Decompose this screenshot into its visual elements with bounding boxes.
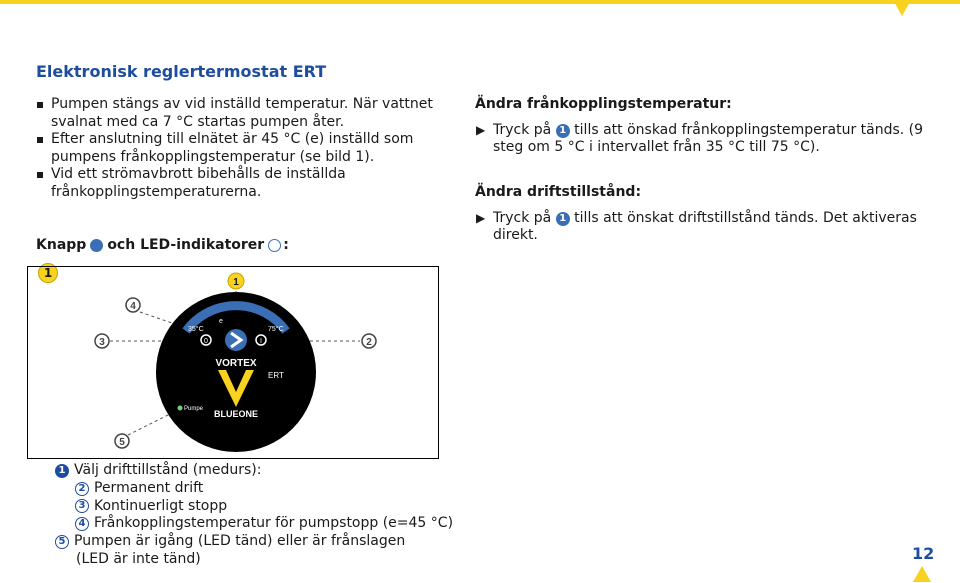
bullet-item: Vid ett strömavbrott bibehålls de inställda frånkopplingstemperaturerna. [36,166,456,201]
image-number-badge: 1 [38,263,58,283]
svg-text:5: 5 [119,437,125,448]
top-triangle-marker [893,0,911,16]
bottom-triangle-marker [913,566,931,582]
label-75: 75°C [268,326,284,333]
play-arrow-icon: ▶ [476,122,486,137]
label-35: 35°C [188,326,204,333]
legend-row: (LED är inte tänd) [76,550,201,567]
top-accent-rule [0,0,960,4]
svg-text:1: 1 [233,277,239,288]
pump-led-icon [178,406,183,411]
knapp-led-caption: Knapp och LED-indikatorer : [36,237,289,253]
svg-text:2: 2 [366,337,372,348]
button-number-icon: 1 [556,212,570,226]
mode-button-icon [225,329,247,351]
change-temperature-step: ▶ Tryck på 1 tills att önskad frånkopplingstemperatur tänds. (9 steg om 5 °C i intervallet från 35 °C till 75 °C). [476,121,924,155]
svg-text:4: 4 [130,301,136,312]
bullet-square-icon [37,172,43,178]
thermostat-diagram [27,266,439,459]
page-heading: Elektronisk reglertermostat ERT [36,62,327,81]
play-arrow-icon: ▶ [476,210,486,225]
bullet-square-icon [37,102,43,108]
change-temperature-heading: Ändra frånkopplingstemperatur: [475,96,732,112]
thermostat-face [156,292,316,452]
blueone-logo: BLUEONE [213,409,259,419]
bullet-list [36,96,456,201]
button-number-icon: 1 [556,124,570,138]
pump-label: Pumpe [184,406,204,412]
legend-number-icon: 4 [75,517,89,531]
model-label: ERT [268,371,284,380]
diagram-legend [55,462,453,569]
change-temperature-section [475,96,925,157]
legend-number-icon: 1 [55,464,69,478]
change-mode-section [475,184,925,245]
svg-text:3: 3 [99,337,105,348]
legend-row: 3 Kontinuerligt stopp [55,498,453,516]
change-mode-step: ▶ Tryck på 1 tills att önskat driftstillstånd tänds. Det aktiveras direkt. [476,209,917,243]
legend-number-icon: 5 [55,535,69,549]
led-ring-icon [268,239,281,252]
legend-row: 5 Pumpen är igång (LED tänd) eller är frånslagen [55,533,453,551]
button-dot-icon [90,239,103,252]
bullet-item: Pumpen stängs av vid inställd temperatur. När vattnet svalnat med ca 7 °C startas pumpen åter. [36,96,456,131]
bullet-square-icon [37,137,43,143]
legend-number-icon: 2 [75,482,89,496]
bullet-item: Efter anslutning till elnätet är 45 °C (e) inställd som pumpens frånkopplingstemperatur (se bild 1). [36,131,456,166]
label-e: e [219,318,223,325]
change-mode-heading: Ändra driftstillstånd: [475,184,642,200]
led-1-label: I [260,338,262,345]
legend-row: 2 Permanent drift [55,480,453,498]
led-0-label: 0 [204,338,208,345]
legend-row: 1 Välj drifttillstånd (medurs): [55,462,453,480]
page-number: 12 [912,544,935,563]
legend-row: 4 Frånkopplingstemperatur för pumpstopp (e=45 °C) [55,515,453,533]
legend-number-icon: 3 [75,499,89,513]
brand-label: VORTEX [215,358,257,369]
thermostat-illustration [28,267,440,460]
